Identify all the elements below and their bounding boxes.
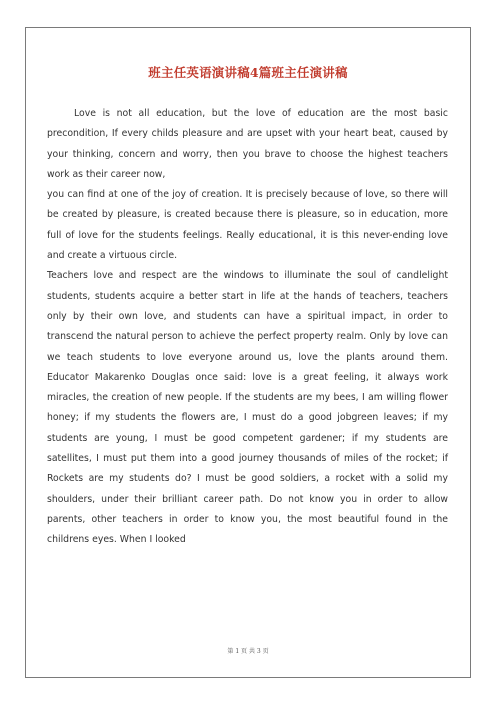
paragraph-2: you can find at one of the joy of creation. It is precisely because of love, so there will be created by pleasure, is created because there is pleasure, so in education, more full of love for the students feelings. Really educational, it is this never-ending love and create a virtuous circle. bbox=[47, 189, 448, 262]
document-body bbox=[47, 104, 448, 551]
paragraph-1: Love is not all education, but the love of education are the most basic precondition, If every childs pleasure and are upset with your heart beat, caused by your thinking, concern and worry, then you brave to choose the highest teachers work as their career now, bbox=[47, 108, 448, 180]
document-title: 班主任英语演讲稿4篇班主任演讲稿 bbox=[148, 65, 348, 80]
paragraph-3: Teachers love and respect are the windows to illuminate the soul of candlelight students, students acquire a better start in life at the hands of teachers, teachers only by their own love, and students can have a spiritual impact, in order to transcend the natural person to achieve the perfect property realm. Only by love can we teach students to love everyone around us, love the plants around them. Educator Makarenko Douglas once said: love is a great feeling, it always work miracles, the creation of new people. If the students are my bees, I am willing flower honey; if my students the flowers are, I must do a good jobgreen leaves; if my students are young, I must be good competent gardener; if my students are satellites, I must put them into a good journey thousands of miles of the rocket; if Rockets are my students do? I must be good soldiers, a rocket with a solid my shoulders, under their brilliant career path. Do not know you in order to allow parents, other teachers in order to know you, the most beautiful found in the childrens eyes. When I looked bbox=[47, 270, 448, 546]
page-number-footer: 第 1 页 共 3 页 bbox=[227, 648, 269, 655]
